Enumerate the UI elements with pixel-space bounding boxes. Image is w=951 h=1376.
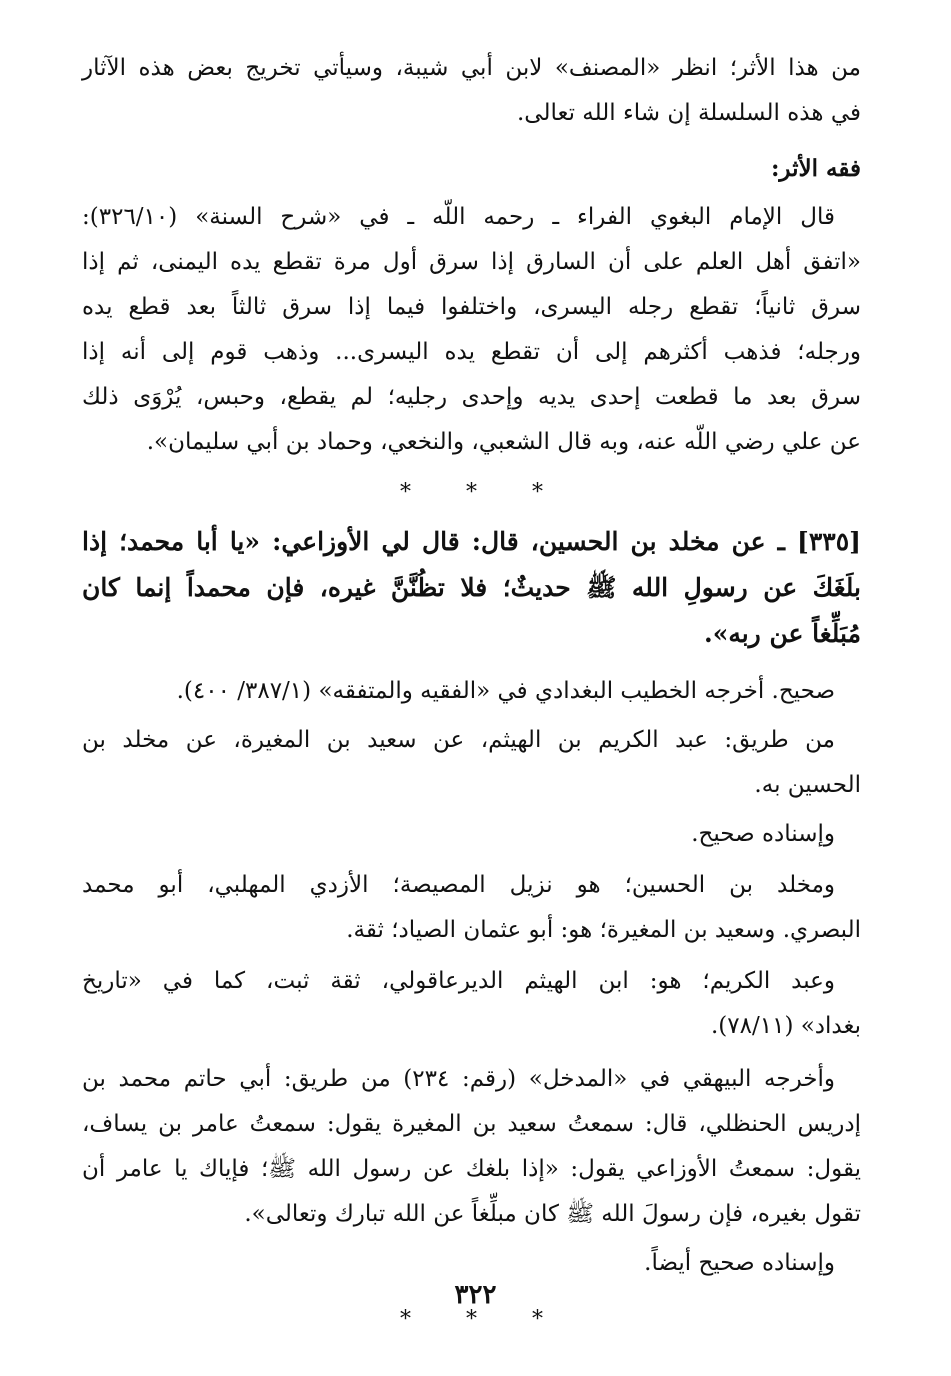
text-line: من طريق: عبد الكريم بن الهيثم، عن سعيد بن المغيرة، عن مخلد بن [82, 727, 835, 753]
section-separator: * * * [400, 480, 567, 505]
text-line: وإسناده صحيح. [691, 821, 835, 847]
text-line: [٣٣٥] ـ عن مخلد بن الحسين، قال: قال لي الأوزاعي: «يا أبا محمد؛ إذا [82, 527, 861, 556]
text-line: تقول بغيره، فإن رسولَ الله ﷺ كان مبلِّغاً عن الله تبارك وتعالى». [244, 1201, 861, 1227]
text-line: مُبَلِّغاً عن ربه». [703, 619, 861, 648]
text-line: عن علي رضي اللّه عنه، وبه قال الشعبي، والنخعي، وحماد بن أبي سليمان». [146, 429, 861, 455]
takhrij-paragraph [82, 812, 861, 857]
text-line: سرق بعد ما قطعت إحدى يديه وإحدى رجليه؛ لم يقطع، وحبس، يُرْوَى ذلك [82, 384, 861, 410]
fiqh-paragraph [82, 195, 861, 465]
takhrij-paragraph [82, 1057, 861, 1237]
text-line: بغداد» (٧٨/١١). [710, 1013, 861, 1039]
text-line: ومخلد بن الحسين؛ هو نزيل المصيصة؛ الأزدي المهلبي، أبو محمد [82, 872, 835, 898]
takhrij-paragraph [82, 959, 861, 1049]
section-separator: * * * [400, 1307, 567, 1332]
text-line: من هذا الأثر؛ انظر «المصنف» لابن أبي شيبة، وسيأتي تخريج بعض هذه الآثار [82, 55, 861, 81]
text-line: يقول: سمعتُ الأوزاعي يقول: «إذا بلغك عن رسول الله ﷺ؛ فإياك يا عامر أن [82, 1156, 861, 1182]
text-line: وأخرجه البيهقي في «المدخل» (رقم: ٢٣٤) من طريق: أبي حاتم محمد بن [82, 1066, 835, 1092]
text-line: الحسين به. [754, 772, 861, 798]
text-line: إدريس الحنظلي، قال: سمعتُ سعيد بن المغيرة يقول: سمعتُ عامر بن يساف، [82, 1111, 861, 1137]
intro-paragraph [82, 46, 861, 136]
text-line: صحيح. أخرجه الخطيب البغدادي في «الفقيه والمتفقه» (٣٨٧/١/ ٤٠٠). [176, 678, 835, 704]
text-line: سرق ثانياً؛ تقطع رجله اليسرى، واختلفوا فيما إذا سرق ثالثاً بعد قطع يده [82, 294, 861, 320]
athar-text [82, 519, 861, 657]
text-line: في هذه السلسلة إن شاء الله تعالى. [517, 100, 861, 126]
text-line: قال الإمام البغوي الفراء ـ رحمه اللّه ـ في «شرح السنة» (٣٢٦/١٠): [82, 204, 835, 230]
page-number: ٣٢٢ [454, 1280, 497, 1310]
text-line: «اتفق أهل العلم على أن السارق إذا سرق أول مرة تقطع يده اليمنى، ثم إذا [82, 249, 861, 275]
takhrij-paragraph [82, 718, 861, 808]
takhrij-paragraph [82, 669, 861, 714]
section-heading: فقه الأثر: [770, 155, 861, 182]
text-line: البصري. وسعيد بن المغيرة؛ هو: أبو عثمان الصياد؛ ثقة. [346, 917, 861, 943]
takhrij-paragraph [82, 863, 861, 953]
text-line: وعبد الكريم؛ هو: ابن الهيثم الديرعاقولي، ثقة ثبت، كما في «تاريخ [82, 968, 835, 994]
text-line: بلَغَكَ عن رسولِ الله ﷺ حديثٌ؛ فلا تظُنَّنَّ غيره، فإن محمداً إنما كان [82, 573, 861, 602]
text-line: وإسناده صحيح أيضاً. [644, 1250, 835, 1276]
text-line: ورجله؛ فذهب أكثرهم إلى أن تقطع يده اليسرى... وذهب قوم إلى أنه إذا [82, 339, 861, 365]
page-body [82, 46, 861, 1346]
